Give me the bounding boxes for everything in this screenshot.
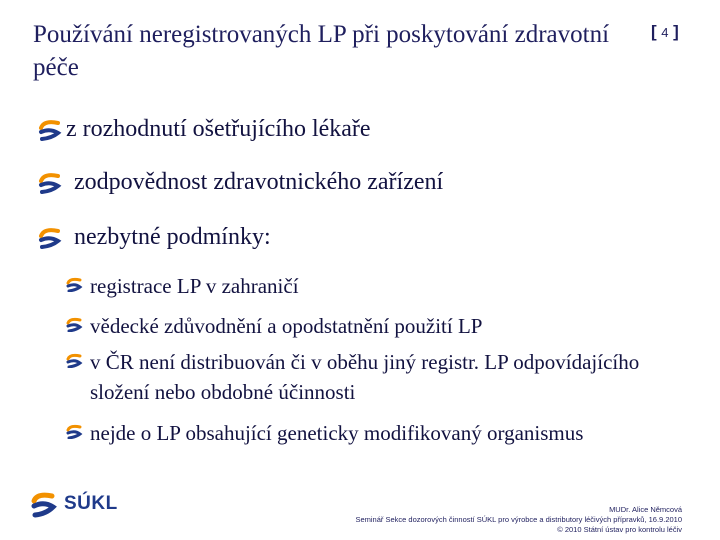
footer-author: MUDr. Alice Němcová	[609, 505, 682, 514]
bullet-text: z rozhodnutí ošetřujícího lékaře	[66, 116, 371, 142]
bullet-item	[38, 222, 271, 252]
sub-bullet-text: registrace LP v zahraničí	[90, 274, 299, 298]
bullet-item	[38, 167, 443, 197]
bullet-swoosh-icon	[66, 277, 84, 292]
sub-bullet-item	[66, 271, 666, 301]
sub-bullet-text: nejde o LP obsahující geneticky modifikovaný organismus	[90, 421, 584, 445]
bullet-text: nezbytné podmínky:	[74, 224, 271, 250]
slide-title: Používání neregistrovaných LP při poskytování zdravotní péče	[33, 21, 610, 81]
footer-copyright: © 2010 Státní ústav pro kontrolu léčiv	[557, 525, 682, 534]
slide-number-value: 4	[661, 25, 670, 40]
bullet-swoosh-icon	[66, 353, 84, 368]
bullet-text: zodpovědnost zdravotnického zařízení	[74, 169, 444, 195]
footer	[355, 505, 682, 535]
bullet-swoosh-icon	[38, 227, 64, 249]
logo-text: SÚKL	[64, 493, 118, 514]
sub-bullet-text: v ČR není distribuován či v oběhu jiný registr. LP odpovídajícího složení nebo obdobné účinnosti	[90, 350, 640, 404]
bullet-item	[38, 114, 371, 144]
sukl-logo	[30, 490, 118, 518]
sub-bullet-item	[66, 347, 666, 407]
sub-bullet-item	[66, 311, 666, 341]
footer-seminar: Seminář Sekce dozorových činností SÚKL pro výrobce a distributory léčivých přípravků, 16.9.2010	[355, 515, 682, 524]
sub-bullet-item	[66, 418, 666, 448]
bullet-swoosh-icon	[38, 172, 64, 194]
slide-number: [ 4 ]	[651, 22, 680, 41]
bullet-swoosh-icon	[66, 424, 84, 439]
sukl-logo-icon	[30, 490, 58, 518]
bullet-swoosh-icon	[66, 317, 84, 332]
sub-bullet-text: vědecké zdůvodnění a opodstatnění použití LP	[90, 314, 483, 338]
bullet-swoosh-icon	[38, 119, 64, 141]
